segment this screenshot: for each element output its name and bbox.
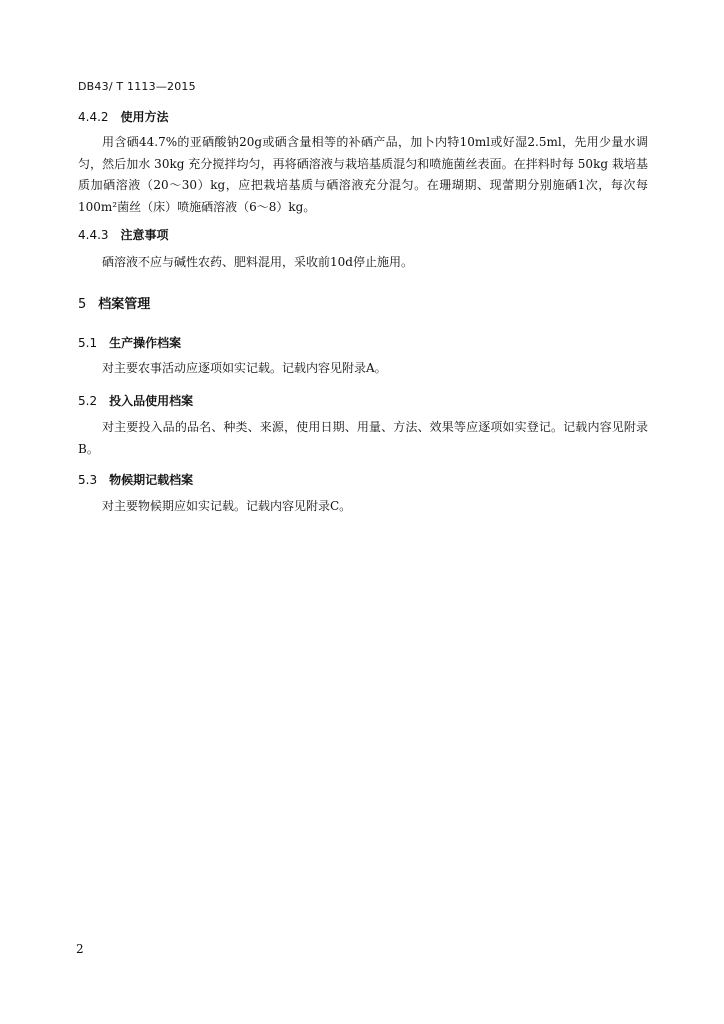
section-title: 档案管理 bbox=[98, 297, 151, 312]
heading-5-3 bbox=[78, 471, 193, 488]
heading-5-2 bbox=[78, 392, 193, 409]
heading-5 bbox=[78, 293, 150, 312]
section-title: 投入品使用档案 bbox=[109, 394, 194, 408]
section-number: 5.2 bbox=[78, 394, 98, 408]
section-title: 使用方法 bbox=[120, 110, 169, 124]
paragraph-phenology-records: 对主要物候期应如实记载。记载内容见附录C。 bbox=[102, 499, 352, 513]
paragraph-production-records: 对主要农事活动应逐项如实记载。记载内容见附录A。 bbox=[102, 361, 387, 375]
section-title: 注意事项 bbox=[120, 228, 169, 242]
section-title: 物候期记载档案 bbox=[109, 473, 194, 487]
section-number: 5.1 bbox=[78, 336, 98, 350]
section-number: 4.4.3 bbox=[78, 228, 109, 242]
paragraph-input-records: 对主要投入品的品名、种类、来源，使用日期、用量、方法、效果等应逐项如实登记。记载内容见附录B。 bbox=[78, 420, 648, 456]
section-number: 4.4.2 bbox=[78, 110, 109, 124]
standard-code: DB43/ T 1113—2015 bbox=[78, 80, 196, 93]
section-number: 5 bbox=[78, 297, 87, 312]
section-title: 生产操作档案 bbox=[109, 336, 182, 350]
section-number: 5.3 bbox=[78, 473, 98, 487]
paragraph-usage-method: 用含硒44.7%的亚硒酸钠20g或硒含量相等的补硒产品，加卜内特10ml或好湿2.5ml，先用少量水调匀，然后加水 30kg 充分搅拌均匀，再将硒溶液与栽培基质混匀和喷施菌丝表面。在拌料时每 50kg 栽培基质加硒溶液（20～30）kg，应把栽培基质与硒溶液充分混匀。在珊瑚期、现蕾期分别施硒1次，每次每100m²菌丝（床）喷施硒溶液（6～8）kg。 bbox=[78, 135, 648, 214]
heading-4-4-3 bbox=[78, 226, 169, 243]
heading-5-1 bbox=[78, 334, 181, 351]
paragraph-precautions: 硒溶液不应与碱性农药、肥料混用，采收前10d停止施用。 bbox=[102, 255, 413, 269]
heading-4-4-2 bbox=[78, 108, 169, 125]
page-number: 2 bbox=[76, 942, 84, 956]
